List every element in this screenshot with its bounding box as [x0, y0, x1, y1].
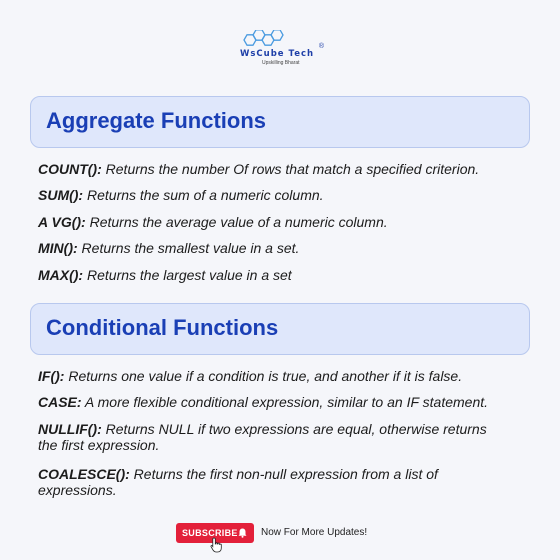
function-description: Returns the first non-null expression from a list of expressions.: [38, 466, 438, 498]
function-description: A more flexible conditional expression, similar to an IF statement.: [81, 394, 489, 410]
function-description: Returns the largest value in a set: [83, 267, 292, 283]
list-item: [38, 240, 538, 256]
section-header-aggregate: [30, 96, 530, 148]
section-title: Conditional Functions: [46, 315, 279, 340]
list-item: [38, 394, 538, 410]
function-description: Returns one value if a condition is true, and another if it is false.: [64, 368, 463, 384]
list-item: [38, 187, 538, 203]
hexagon-logo-icon: [238, 30, 324, 50]
list-item: [38, 214, 538, 230]
bell-icon: [238, 528, 247, 538]
function-name: MAX():: [38, 267, 84, 283]
brand-logo: [238, 30, 324, 74]
hand-cursor-icon: [210, 537, 224, 553]
logo-tagline: Upskilling Bharat: [262, 60, 300, 66]
section-title: Aggregate Functions: [46, 108, 267, 133]
function-name: CASE:: [38, 394, 82, 410]
function-description: Returns the number Of rows that match a specified criterion.: [101, 161, 480, 177]
section-header-conditional: [30, 303, 530, 355]
function-name: COALESCE():: [38, 466, 130, 482]
list-item: [38, 161, 538, 177]
footer-text: Now For More Updates!: [261, 527, 368, 538]
function-name: A VG():: [38, 214, 86, 230]
function-description: Returns the smallest value in a set.: [77, 240, 300, 256]
function-name: MIN():: [38, 240, 78, 256]
function-description: Returns the sum of a numeric column.: [83, 187, 324, 203]
function-description: Returns the average value of a numeric column.: [85, 214, 388, 230]
function-name: SUM():: [38, 187, 84, 203]
list-item: [38, 267, 538, 283]
function-name: NULLIF():: [38, 421, 102, 437]
logo-name: WsCube Tech: [240, 49, 315, 59]
list-item: [38, 368, 538, 384]
registered-mark: ®: [318, 43, 324, 50]
list-item: [38, 421, 488, 453]
function-name: COUNT():: [38, 161, 102, 177]
subscribe-label: SUBSCRIBE: [182, 528, 238, 538]
function-name: IF():: [38, 368, 65, 384]
function-description: Returns NULL if two expressions are equal, otherwise returns the first expression.: [38, 421, 487, 453]
list-item: [38, 466, 488, 498]
